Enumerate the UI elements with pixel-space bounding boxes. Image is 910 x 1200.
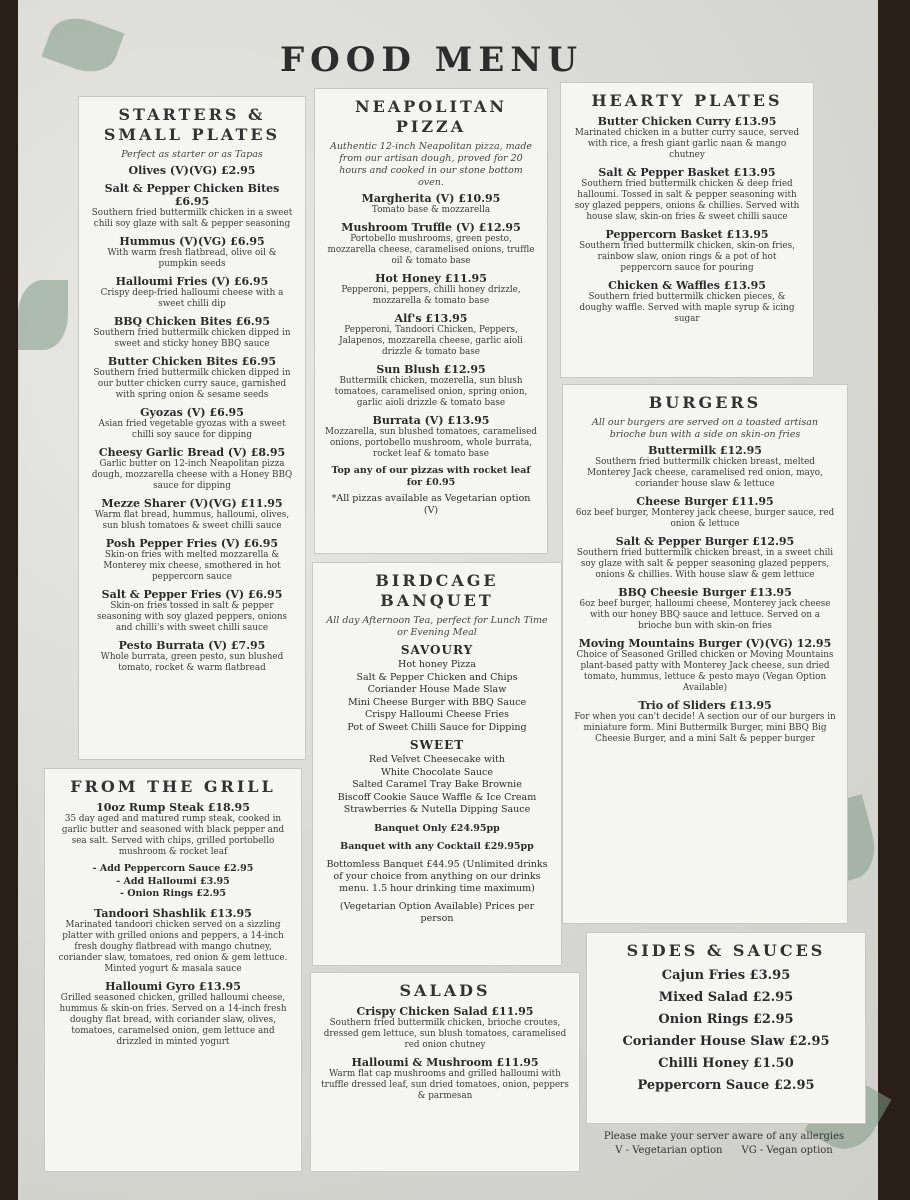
menu-item-name: Cheesy Garlic Bread (V) £8.95 (98, 446, 286, 459)
menu-item (325, 192, 537, 216)
salads-panel (310, 972, 580, 1172)
savoury-item: Coriander House Made Slaw (367, 684, 507, 695)
menu-item-description: Portobello mushrooms, green pesto, mozzarella cheese, caramelised onions, truffle oil & tomato base (327, 234, 535, 266)
menu-item-description: Crispy deep-fried halloumi cheese with a sweet chilli dip (100, 288, 284, 309)
grill-list (55, 801, 291, 858)
menu-item-name: 10oz Rump Steak £18.95 (96, 801, 250, 814)
menu-item-name: Moving Mountains Burger (V)(VG) 12.95 (578, 637, 832, 650)
menu-item-name: Olives (V)(VG) £2.95 (128, 164, 256, 177)
hearty-plates-panel (560, 82, 814, 378)
menu-item-name: Buttermilk £12.95 (648, 444, 762, 457)
side-item: Chilli Honey £1.50 (658, 1056, 794, 1071)
menu-item (573, 637, 837, 694)
menu-item-name: Trio of Sliders £13.95 (638, 699, 772, 712)
menu-item-description: Pepperoni, peppers, chilli honey drizzle, mozzarella & tomato base (341, 285, 521, 306)
hearty-heading: HEARTY PLATES (591, 91, 783, 110)
menu-item-name: BBQ Cheesie Burger £13.95 (618, 586, 792, 599)
hearty-list (571, 115, 803, 325)
menu-item (89, 446, 295, 492)
menu-item-name: Salt & Pepper Fries (V) £6.95 (101, 588, 283, 601)
menu-item-name: Butter Chicken Curry £13.95 (597, 115, 777, 128)
salads-list (321, 1005, 569, 1102)
menu-item (571, 228, 803, 274)
menu-item-name: Gyozas (V) £6.95 (140, 406, 244, 419)
pizza-veg-note: *All pizzas available as Vegetarian option (V) (331, 493, 531, 516)
menu-item-description: Skin-on fries with melted mozzarella & Monterey mix cheese, smothered in hot peppercorn sauce (103, 550, 281, 582)
savoury-list (323, 659, 551, 734)
menu-item (573, 495, 837, 530)
savoury-item: Pot of Sweet Chilli Sauce for Dipping (347, 721, 527, 733)
menu-item (89, 537, 295, 583)
menu-item (321, 1005, 569, 1051)
menu-item-description: Southern fried buttermilk chicken pieces, & doughy waffle. Served with maple syrup & icing sugar (579, 292, 795, 324)
pizza-panel (314, 88, 548, 554)
allergy-text: Please make your server aware of any allergies (603, 1131, 845, 1142)
menu-item-name: Hummus (V)(VG) £6.95 (119, 235, 265, 248)
menu-item-description: 6oz beef burger, Monterey jack cheese, burger sauce, red onion & lettuce (575, 508, 835, 529)
menu-item (325, 221, 537, 267)
menu-item (325, 363, 537, 409)
menu-item (573, 586, 837, 632)
starters-panel (78, 96, 306, 760)
menu-item-name: Alf's £13.95 (394, 312, 468, 325)
menu-item (55, 980, 291, 1048)
menu-item-name: Mushroom Truffle (V) £12.95 (341, 221, 521, 234)
pizza-heading: NEAPOLITAN PIZZA (355, 97, 508, 136)
menu-item (321, 1056, 569, 1102)
menu-item-description: Southern fried buttermilk chicken in a sweet chili soy glaze with salt & pepper seasoning (91, 208, 293, 229)
menu-item (571, 115, 803, 161)
savoury-item: Mini Cheese Burger with BBQ Sauce (347, 696, 527, 708)
savoury-item: Crispy Halloumi Cheese Fries (365, 709, 509, 720)
menu-item-name: Halloumi Fries (V) £6.95 (115, 275, 269, 288)
menu-item-name: Salt & Pepper Chicken Bites £6.95 (104, 182, 280, 208)
menu-item-description: 6oz beef burger, halloumi cheese, Monterey jack cheese with our honey BBQ sauce and lettuce. Served on a brioche bun with skin-on fries (579, 599, 831, 631)
sweet-list (323, 754, 551, 817)
side-item: Onion Rings £2.95 (658, 1012, 794, 1027)
menu-item-description: Asian fried vegetable gyozas with a sweet chilli soy sauce for dipping (98, 419, 286, 440)
menu-item (89, 639, 295, 674)
side-item: Cajun Fries £3.95 (661, 968, 791, 983)
menu-item (573, 699, 837, 745)
pizza-list (325, 192, 537, 460)
menu-item (571, 166, 803, 223)
side-item: Coriander House Slaw £2.95 (622, 1034, 830, 1049)
menu-item (325, 312, 537, 358)
sweet-item: Salted Caramel Tray Bake Brownie (352, 779, 522, 790)
menu-item (325, 272, 537, 307)
menu-item-name: Peppercorn Basket £13.95 (605, 228, 769, 241)
sweet-heading: SWEET (409, 738, 465, 752)
burgers-heading: BURGERS (648, 393, 762, 412)
menu-item-name: Sun Blush £12.95 (376, 363, 486, 376)
banquet-bottomless-price: Bottomless Banquet £44.95 (Unlimited drinks of your choice from anything on our drinks menu. 1.5 hour drinking time maximum) (326, 858, 548, 894)
menu-item (325, 414, 537, 460)
pizza-rocket-note: Top any of our pizzas with rocket leaf for £0.95 (331, 465, 531, 488)
menu-item (55, 907, 291, 975)
banquet-heading: BIRDCAGE BANQUET (375, 571, 499, 610)
menu-item-description: Warm flat cap mushrooms and grilled halloumi with truffle dressed leaf, sun dried tomatoes, onion, peppers & parmesan (321, 1069, 569, 1101)
menu-item (89, 355, 295, 401)
diet-legend: V - Vegetarian option VG - Vegan option (615, 1145, 833, 1156)
menu-item-description: Mozzarella, sun blushed tomatoes, caramelised onions, portobello mushroom, whole burrata, rocket leaf & tomato base (325, 427, 537, 459)
menu-item-description: Southern fried buttermilk chicken dipped in sweet and sticky honey BBQ sauce (93, 328, 291, 349)
starters-heading: STARTERS & SMALL PLATES (103, 105, 281, 144)
menu-item-name: Burrata (V) £13.95 (372, 414, 490, 427)
menu-item (89, 588, 295, 634)
menu-item-description: Southern fried buttermilk chicken breast, melted Monterey Jack cheese, caramelised red onion, mayo, coriander house slaw & lettuce (587, 457, 823, 489)
grill-heading: FROM THE GRILL (70, 777, 276, 796)
menu-item-description: Grilled seasoned chicken, grilled halloumi cheese, hummus & skin-on fries. Served on a 14-inch fresh doughy flat bread, with coriander slaw, olives, tomatoes, caramelsed onion, gem lettuce and drizzled in minted yogurt (59, 992, 287, 1047)
sides-panel (586, 932, 866, 1124)
menu-item-name: Pesto Burrata (V) £7.95 (118, 639, 266, 652)
menu-item-description: Whole burrata, green pesto, sun blushed tomato, rocket & warm flatbread (100, 652, 284, 673)
menu-item-description: Southern fried buttermilk chicken & deep fried halloumi. Tossed in salt & pepper seasoning with soy glazed peppers, onions & chillies. Served with house slaw, skin-on fries & sweet chilli sauce (574, 179, 800, 222)
sweet-item: Biscoff Cookie Sauce Waffle & Ice Cream (337, 791, 537, 803)
sides-heading: SIDES & SAUCES (626, 941, 826, 960)
menu-item-name: Mezze Sharer (V)(VG) £11.95 (101, 497, 283, 510)
menu-item-description: Pepperoni, Tandoori Chicken, Peppers, Jalapenos, mozzarella cheese, garlic aioli drizzle & tomato base (339, 325, 523, 357)
banquet-only-price: Banquet Only £24.95pp (374, 822, 500, 834)
grill-panel (44, 768, 302, 1172)
menu-item-name: Margherita (V) £10.95 (361, 192, 501, 205)
menu-item-description: Choice of Seasoned Grilled chicken or Moving Mountains plant-based patty with Monterey Jack cheese, sun dried tomato, hummus, lettuce & pesto mayo (Vegan Option Available) (576, 650, 834, 693)
burgers-list (573, 444, 837, 745)
menu-item-description: Southern fried buttermilk chicken dipped in our butter chicken curry sauce, garnished with spring onion & sesame seeds (93, 368, 291, 400)
menu-title: FOOD MENU (280, 40, 583, 80)
grill-addon: - Add Halloumi £3.95 (116, 875, 230, 887)
burgers-subtitle: All our burgers are served on a toasted artisan brioche bun with a side on skin-on fries (591, 417, 819, 440)
allergy-note (590, 1130, 858, 1158)
menu-item-name: Tandoori Shashlik £13.95 (94, 906, 252, 920)
burgers-panel (562, 384, 848, 924)
grill-addon: - Onion Rings £2.95 (119, 888, 227, 899)
grill-list-2 (55, 907, 291, 1048)
side-item: Peppercorn Sauce £2.95 (637, 1078, 815, 1093)
menu-item-description: Garlic butter on 12-inch Neapolitan pizza dough, mozzarella cheese with a Honey BBQ sauce for dipping (91, 459, 293, 491)
banquet-veg-note: (Vegetarian Option Available) Prices per person (339, 900, 535, 924)
menu-item-name: Crispy Chicken Salad £11.95 (356, 1005, 534, 1018)
starters-subtitle: Perfect as starter or as Tapas (121, 149, 263, 160)
menu-item-description: Marinated tandoori chicken served on a sizzling platter with grilled onions and peppers, a 14-inch fresh doughy flatbread with mango chutney, coriander slaw, tomatoes, red onion & gem lettuce. Minted yogurt & masala sauce (58, 919, 288, 974)
menu-item-description: Marinated chicken in a butter curry sauce, served with rice, a fresh giant garlic naan & mango chutney (574, 128, 800, 160)
menu-item-description: Skin-on fries tossed in salt & pepper seasoning with soy glazed peppers, onions and chilli's with sweet chilli sauce (96, 601, 288, 633)
grill-addons (55, 863, 291, 901)
menu-item (55, 801, 291, 858)
menu-item (571, 279, 803, 325)
menu-item (573, 444, 837, 490)
menu-item-name: Cheese Burger £11.95 (636, 495, 774, 508)
menu-item (89, 406, 295, 441)
menu-item-description: Southern fried buttermilk chicken breast, in a sweet chili soy glaze with salt & pepper seasoning glazed peppers, onions & chillies. With house slaw & gem lettuce (576, 548, 834, 580)
menu-item-description: Buttermilk chicken, mozerella, sun blush tomatoes, caramelised onion, spring onion, garlic aioli drizzle & tomato base (334, 376, 528, 408)
menu-item-description: Southern fried buttermilk chicken, skin-on fries, rainbow slaw, onion rings & a pot of hot peppercorn sauce for pouring (579, 241, 795, 273)
sweet-item: White Chocolate Sauce (381, 766, 493, 778)
menu-item-name: Hot Honey £11.95 (375, 272, 487, 285)
menu-item-name: Salt & Pepper Burger £12.95 (615, 535, 795, 548)
menu-item (89, 275, 295, 310)
savoury-heading: SAVOURY (400, 643, 474, 657)
menu-item (573, 535, 837, 581)
menu-item (89, 182, 295, 230)
pizza-subtitle: Authentic 12-inch Neapolitan pizza, made from our artisan dough, proved for 20 hours and cooked in our stone bottom oven. (329, 141, 533, 188)
menu-item-description: 35 day aged and matured rump steak, cooked in garlic butter and seasoned with black pepper and sea salt. Served with chips, grilled portobello mushroom & rocket leaf (61, 814, 285, 857)
menu-item-name: Halloumi & Mushroom £11.95 (351, 1056, 539, 1069)
menu-item-description: Southern fried buttermilk chicken, brioche croutes, dressed gem lettuce, sun blush tomatoes, caramelised red onion chutney (323, 1018, 567, 1050)
starters-list (89, 164, 295, 674)
menu-item (89, 235, 295, 270)
menu-item (89, 315, 295, 350)
menu-item-description: With warm fresh flatbread, olive oil & pumpkin seeds (107, 248, 277, 269)
eucalyptus-leaf-decoration (42, 10, 125, 81)
menu-item-name: Chicken & Waffles £13.95 (608, 279, 766, 292)
banquet-cocktail-price: Banquet with any Cocktail £29.95pp (340, 840, 534, 852)
menu-item-description: Tomato base & mozzarella (371, 205, 491, 215)
sweet-item: Red Velvet Cheesecake with (369, 754, 505, 765)
side-item: Mixed Salad £2.95 (658, 990, 794, 1005)
menu-item-description: Warm flat bread, hummus, halloumi, olives, sun blush tomatoes & sweet chilli sauce (94, 510, 290, 531)
banquet-panel (312, 562, 562, 966)
sweet-item: Strawberries & Nutella Dipping Sauce (343, 804, 531, 815)
grill-addon: - Add Peppercorn Sauce £2.95 (92, 863, 254, 874)
menu-item-description: For when you can't decide! A section our of our burgers in miniature form. Mini Buttermilk Burger, mini BBQ Big Cheesie Burger, and a mini Salt & pepper burger (574, 712, 836, 744)
savoury-item: Hot honey Pizza (398, 659, 476, 670)
banquet-subtitle: All day Afternoon Tea, perfect for Lunch Time or Evening Meal (326, 615, 548, 638)
salads-heading: SALADS (399, 981, 491, 1000)
menu-item-name: BBQ Chicken Bites £6.95 (113, 315, 271, 328)
menu-item-name: Halloumi Gyro £13.95 (105, 979, 241, 993)
sides-list (597, 965, 855, 1097)
menu-item-name: Salt & Pepper Basket £13.95 (598, 166, 776, 179)
menu-item-name: Butter Chicken Bites £6.95 (107, 355, 277, 368)
menu-item (89, 497, 295, 532)
eucalyptus-leaf-decoration (18, 280, 68, 350)
savoury-item: Salt & Pepper Chicken and Chips (356, 671, 518, 683)
menu-item-name: Posh Pepper Fries (V) £6.95 (105, 537, 279, 550)
menu-item (89, 164, 295, 177)
